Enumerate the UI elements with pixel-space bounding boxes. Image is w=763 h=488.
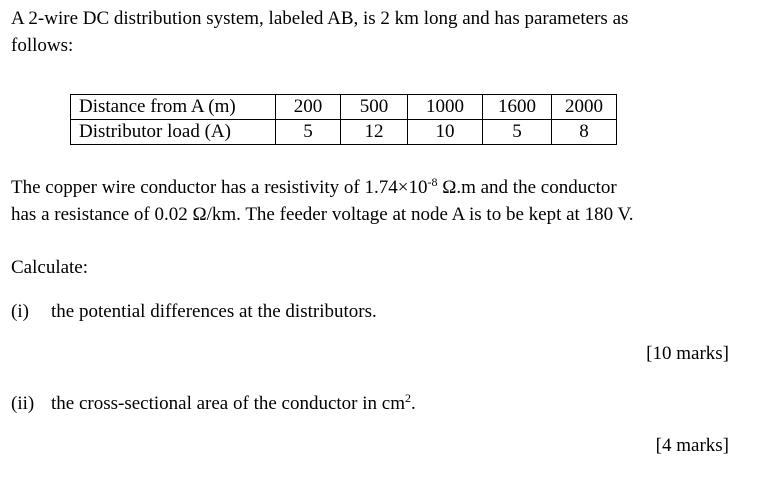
table-cell: 5 bbox=[276, 120, 341, 145]
exponent: -8 bbox=[427, 175, 438, 189]
conductor-line-1 bbox=[11, 174, 634, 201]
question-2 bbox=[11, 392, 416, 416]
table-cell: 1000 bbox=[408, 95, 483, 120]
question-2-marks: [4 marks] bbox=[655, 435, 729, 456]
question-number: (ii) bbox=[11, 393, 35, 414]
intro-paragraph bbox=[11, 5, 628, 59]
table-cell: 1600 bbox=[483, 95, 552, 120]
table-cell: 2000 bbox=[552, 95, 617, 120]
conductor-line-2: has a resistance of 0.02 Ω/km. The feeder voltage at node A is to be kept at 180 V. bbox=[11, 204, 634, 225]
question-1-marks: [10 marks] bbox=[646, 343, 729, 364]
question-text: the potential differences at the distributors. bbox=[51, 301, 377, 322]
table-cell: 200 bbox=[276, 95, 341, 120]
question-number: (i) bbox=[11, 301, 29, 322]
row-label-load: Distributor load (A) bbox=[71, 120, 276, 145]
resistivity-unit-text: Ω.m and the conductor bbox=[437, 177, 617, 198]
question-1 bbox=[11, 300, 377, 324]
table-cell: 500 bbox=[341, 95, 408, 120]
intro-line-2: follows: bbox=[11, 35, 74, 56]
row-label-distance: Distance from A (m) bbox=[71, 95, 276, 120]
table-row bbox=[71, 120, 617, 145]
table-cell: 8 bbox=[552, 120, 617, 145]
distributor-load-table bbox=[70, 94, 617, 145]
conductor-paragraph bbox=[11, 174, 634, 228]
superscript: 2 bbox=[405, 391, 411, 405]
table-cell: 5 bbox=[483, 120, 552, 145]
table-cell: 12 bbox=[341, 120, 408, 145]
question-text-end: . bbox=[411, 393, 416, 414]
calculate-label: Calculate: bbox=[11, 257, 89, 278]
table-cell: 10 bbox=[408, 120, 483, 145]
intro-line-1: A 2-wire DC distribution system, labeled AB, is 2 km long and has parameters as bbox=[11, 8, 629, 29]
question-text: the cross-sectional area of the conductor in cm bbox=[51, 393, 405, 414]
table-row bbox=[71, 95, 617, 120]
resistivity-text: The copper wire conductor has a resistivity of 1.74×10 bbox=[11, 177, 428, 198]
